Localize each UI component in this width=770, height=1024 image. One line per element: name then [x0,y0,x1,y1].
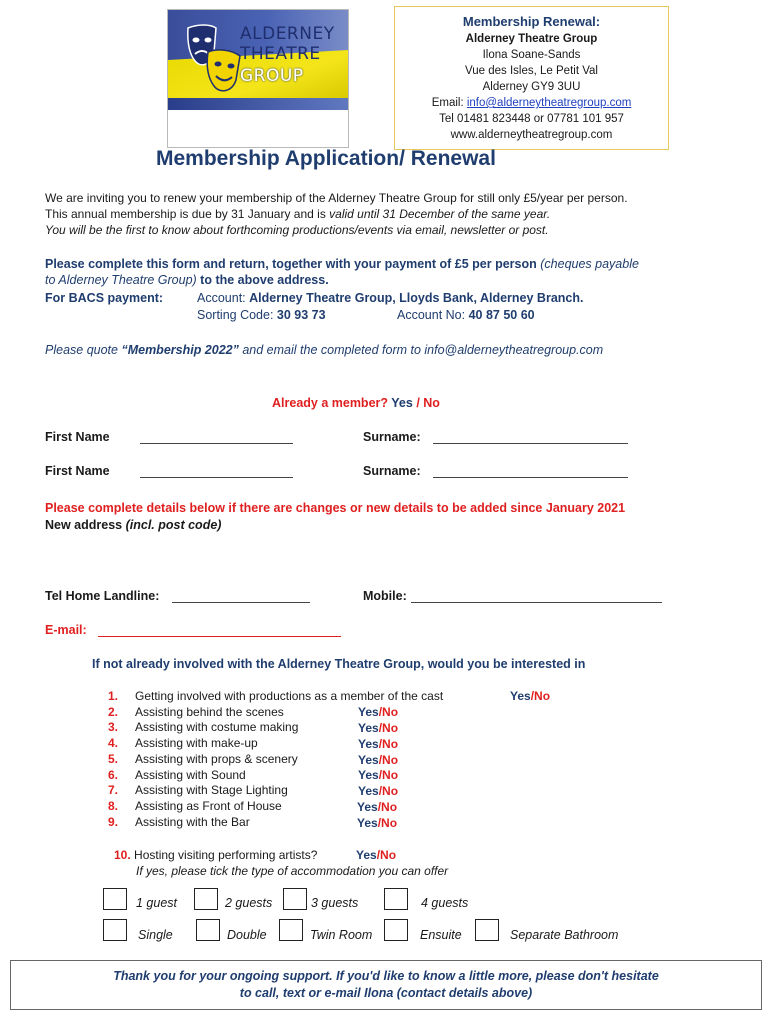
account-value: Alderney Theatre Group, Lloyds Bank, Alderney Branch. [249,291,584,305]
already-member-label: Already a member? [272,396,392,410]
tel-home-label: Tel Home Landline: [45,589,160,603]
already-member-no[interactable]: No [423,396,440,410]
new-address-label: New address [45,518,123,532]
payment-line-2a: to Alderney Theatre Group) [45,273,197,287]
first-name-label-1: First Name [45,430,110,444]
list-item: 4. Assisting with make-up [108,736,258,751]
yes-option[interactable]: Yes [358,784,379,798]
hosting-question [114,848,317,862]
surname-field-1[interactable] [433,432,628,444]
bacs-account [197,291,583,305]
bacs-sort-code [197,308,326,322]
yes-option[interactable]: Yes [358,737,379,751]
surname-field-2[interactable] [433,466,628,478]
list-item: 5. Assisting with props & scenery [108,751,298,766]
yes-no-7: Yes/No [358,784,399,798]
yes-no-5: Yes/No [358,753,399,767]
quote-c: and email the completed form to info@alderneytheatregroup.com [238,343,604,357]
interest-text: Assisting with Stage Lighting [135,783,288,798]
label-double: Double [227,928,267,942]
renewal-name: Ilona Soane-Sands [482,49,581,61]
label-1-guest: 1 guest [136,896,178,910]
yes-option[interactable]: Yes [358,721,379,735]
list-item: 7. Assisting with Stage Lighting [108,783,288,798]
no-option[interactable]: No [381,800,398,814]
quote-instruction [45,343,603,357]
list-item: 8. Assisting as Front of House [108,798,282,813]
surname-label-1: Surname: [363,430,421,444]
account-no-label: Account No: [397,308,469,322]
intro-line-2b: valid until 31 December of the same year. [329,207,551,221]
yes-no-2: Yes/No [358,705,399,719]
mobile-label: Mobile: [363,589,407,603]
renewal-email-link[interactable]: info@alderneytheatregroup.com [466,97,632,109]
intro-line-2a: This annual membership is due by 31 January and is [45,207,330,221]
theatre-masks-icon [184,22,246,102]
thanks-box [10,960,762,1010]
interest-text: Assisting behind the scenes [135,704,284,719]
first-name-field-2[interactable] [140,466,293,478]
yes-no-1: Yes/No [510,689,551,703]
payment-line-2b: to the above address. [196,273,329,287]
checkbox-double[interactable] [196,919,220,941]
logo-word-group: GROUP [240,66,304,86]
interest-question: If not already involved with the Alderney Theatre Group, would you be interested in [92,657,586,671]
no-option[interactable]: No [382,705,399,719]
no-option[interactable]: No [380,848,397,862]
yes-no-4: Yes/No [358,737,399,751]
interest-text: Assisting with props & scenery [135,751,298,766]
label-3-guests: 3 guests [311,896,359,910]
payment-line-1 [45,257,639,271]
new-address-field[interactable] [45,534,725,584]
account-no-value: 40 87 50 60 [468,308,535,322]
interest-text: Assisting with make-up [135,736,258,751]
list-item: 1. Getting involved with productions as a member of the cast [108,689,444,703]
checkbox-separate-bathroom[interactable] [475,919,499,941]
already-member-sep: / [412,396,424,410]
interest-text: Getting involved with productions as a member of the cast [135,689,444,703]
label-2-guests: 2 guests [225,896,273,910]
sort-code-value: 30 93 73 [276,308,326,322]
quote-a: Please quote [45,343,122,357]
yes-option[interactable]: Yes [357,800,378,814]
already-member-question [272,396,440,410]
interest-text: Assisting with Sound [135,767,246,782]
new-address-note: (incl. post code) [125,518,222,532]
renewal-email-label: Email: [431,97,467,109]
first-name-field-1[interactable] [140,432,293,444]
payment-line-1b: (cheques payable [536,257,639,271]
intro-line-3: You will be the first to know about forthcoming productions/events via email, newsletter or post. [45,223,549,237]
list-item: 9. Assisting with the Bar [108,814,250,829]
no-option[interactable]: No [534,689,551,703]
yes-option[interactable]: Yes [358,705,379,719]
checkbox-twin-room[interactable] [279,919,303,941]
yes-no-3: Yes/No [358,721,399,735]
bacs-account-no [397,308,535,322]
hosting-text: Hosting visiting performing artists? [134,848,318,862]
logo-word-theatre: THEATRE [240,44,321,64]
page-title: Membership Application/ Renewal [156,147,496,170]
no-option[interactable]: No [382,721,399,735]
renewal-web: www.alderneytheatregroup.com [450,129,613,141]
checkbox-ensuite[interactable] [384,919,408,941]
email-field[interactable] [98,625,341,637]
no-option[interactable]: No [382,753,399,767]
payment-line-2 [45,273,329,287]
yes-no-10: Yes/No [356,848,397,862]
no-option[interactable]: No [381,816,398,830]
account-label: Account: [197,291,250,305]
thanks-line-1: Thank you for your ongoing support. If you'd like to know a little more, please don't hesitate [113,969,659,983]
intro-line-1: We are inviting you to renew your membership of the Alderney Theatre Group for still only £5/year per person. [45,191,628,205]
renewal-org: Alderney Theatre Group [465,33,598,45]
new-address-row [45,518,221,532]
yes-option[interactable]: Yes [510,689,531,703]
first-name-label-2: First Name [45,464,110,478]
checkbox-single[interactable] [103,919,127,941]
renewal-tel: Tel 01481 823448 or 07781 101 957 [439,113,624,125]
already-member-yes[interactable]: Yes [391,396,413,410]
sort-code-label: Sorting Code: [197,308,277,322]
no-option[interactable]: No [382,768,399,782]
thanks-line-2: to call, text or e-mail Ilona (contact details above) [239,986,533,1000]
interest-text: Assisting as Front of House [135,798,282,813]
renewal-contact-box [394,6,669,150]
yes-option[interactable]: Yes [358,768,379,782]
no-option[interactable]: No [382,784,399,798]
checkbox-1-guest[interactable] [103,888,127,910]
interest-text: Assisting with costume making [135,720,299,735]
list-item: 3. Assisting with costume making [108,720,299,735]
renewal-title: Membership Renewal: [462,14,601,29]
list-item: 2. Assisting behind the scenes [108,704,284,719]
no-option[interactable]: No [382,737,399,751]
checkbox-2-guests[interactable] [194,888,218,910]
label-ensuite: Ensuite [420,928,462,942]
checkbox-4-guests[interactable] [384,888,408,910]
checkbox-3-guests[interactable] [283,888,307,910]
intro-line-2 [45,207,550,221]
label-single: Single [138,928,173,942]
changes-notice: Please complete details below if there are changes or new details to be added since January 2021 [45,501,626,515]
yes-no-9: Yes/No [357,816,398,830]
quote-b: “Membership 2022” [121,343,239,357]
yes-no-6: Yes/No [358,768,399,782]
hosting-note: If yes, please tick the type of accommodation you can offer [136,864,449,878]
tel-home-field[interactable] [172,591,310,603]
label-separate-bathroom: Separate Bathroom [510,928,619,942]
hosting-num: 10. [114,848,131,862]
label-4-guests: 4 guests [421,896,469,910]
renewal-address-2: Alderney GY9 3UU [482,81,581,93]
list-item: 6. Assisting with Sound [108,767,246,782]
payment-line-1a: Please complete this form and return, together with your payment of £5 per person [45,257,537,271]
yes-option[interactable]: Yes [356,848,377,862]
yes-no-8: Yes/No [357,800,398,814]
yes-option[interactable]: Yes [357,816,378,830]
bacs-label: For BACS payment: [45,291,164,305]
renewal-address-1: Vue des Isles, Le Petit Val [465,65,598,77]
logo-word-alderney: ALDERNEY [240,24,335,44]
surname-label-2: Surname: [363,464,421,478]
yes-option[interactable]: Yes [358,753,379,767]
mobile-field[interactable] [411,591,662,603]
label-twin-room: Twin Room [310,928,373,942]
interest-text: Assisting with the Bar [135,814,250,829]
renewal-email-row [395,95,668,111]
alderney-theatre-logo [167,9,349,148]
email-label: E-mail: [45,623,87,637]
